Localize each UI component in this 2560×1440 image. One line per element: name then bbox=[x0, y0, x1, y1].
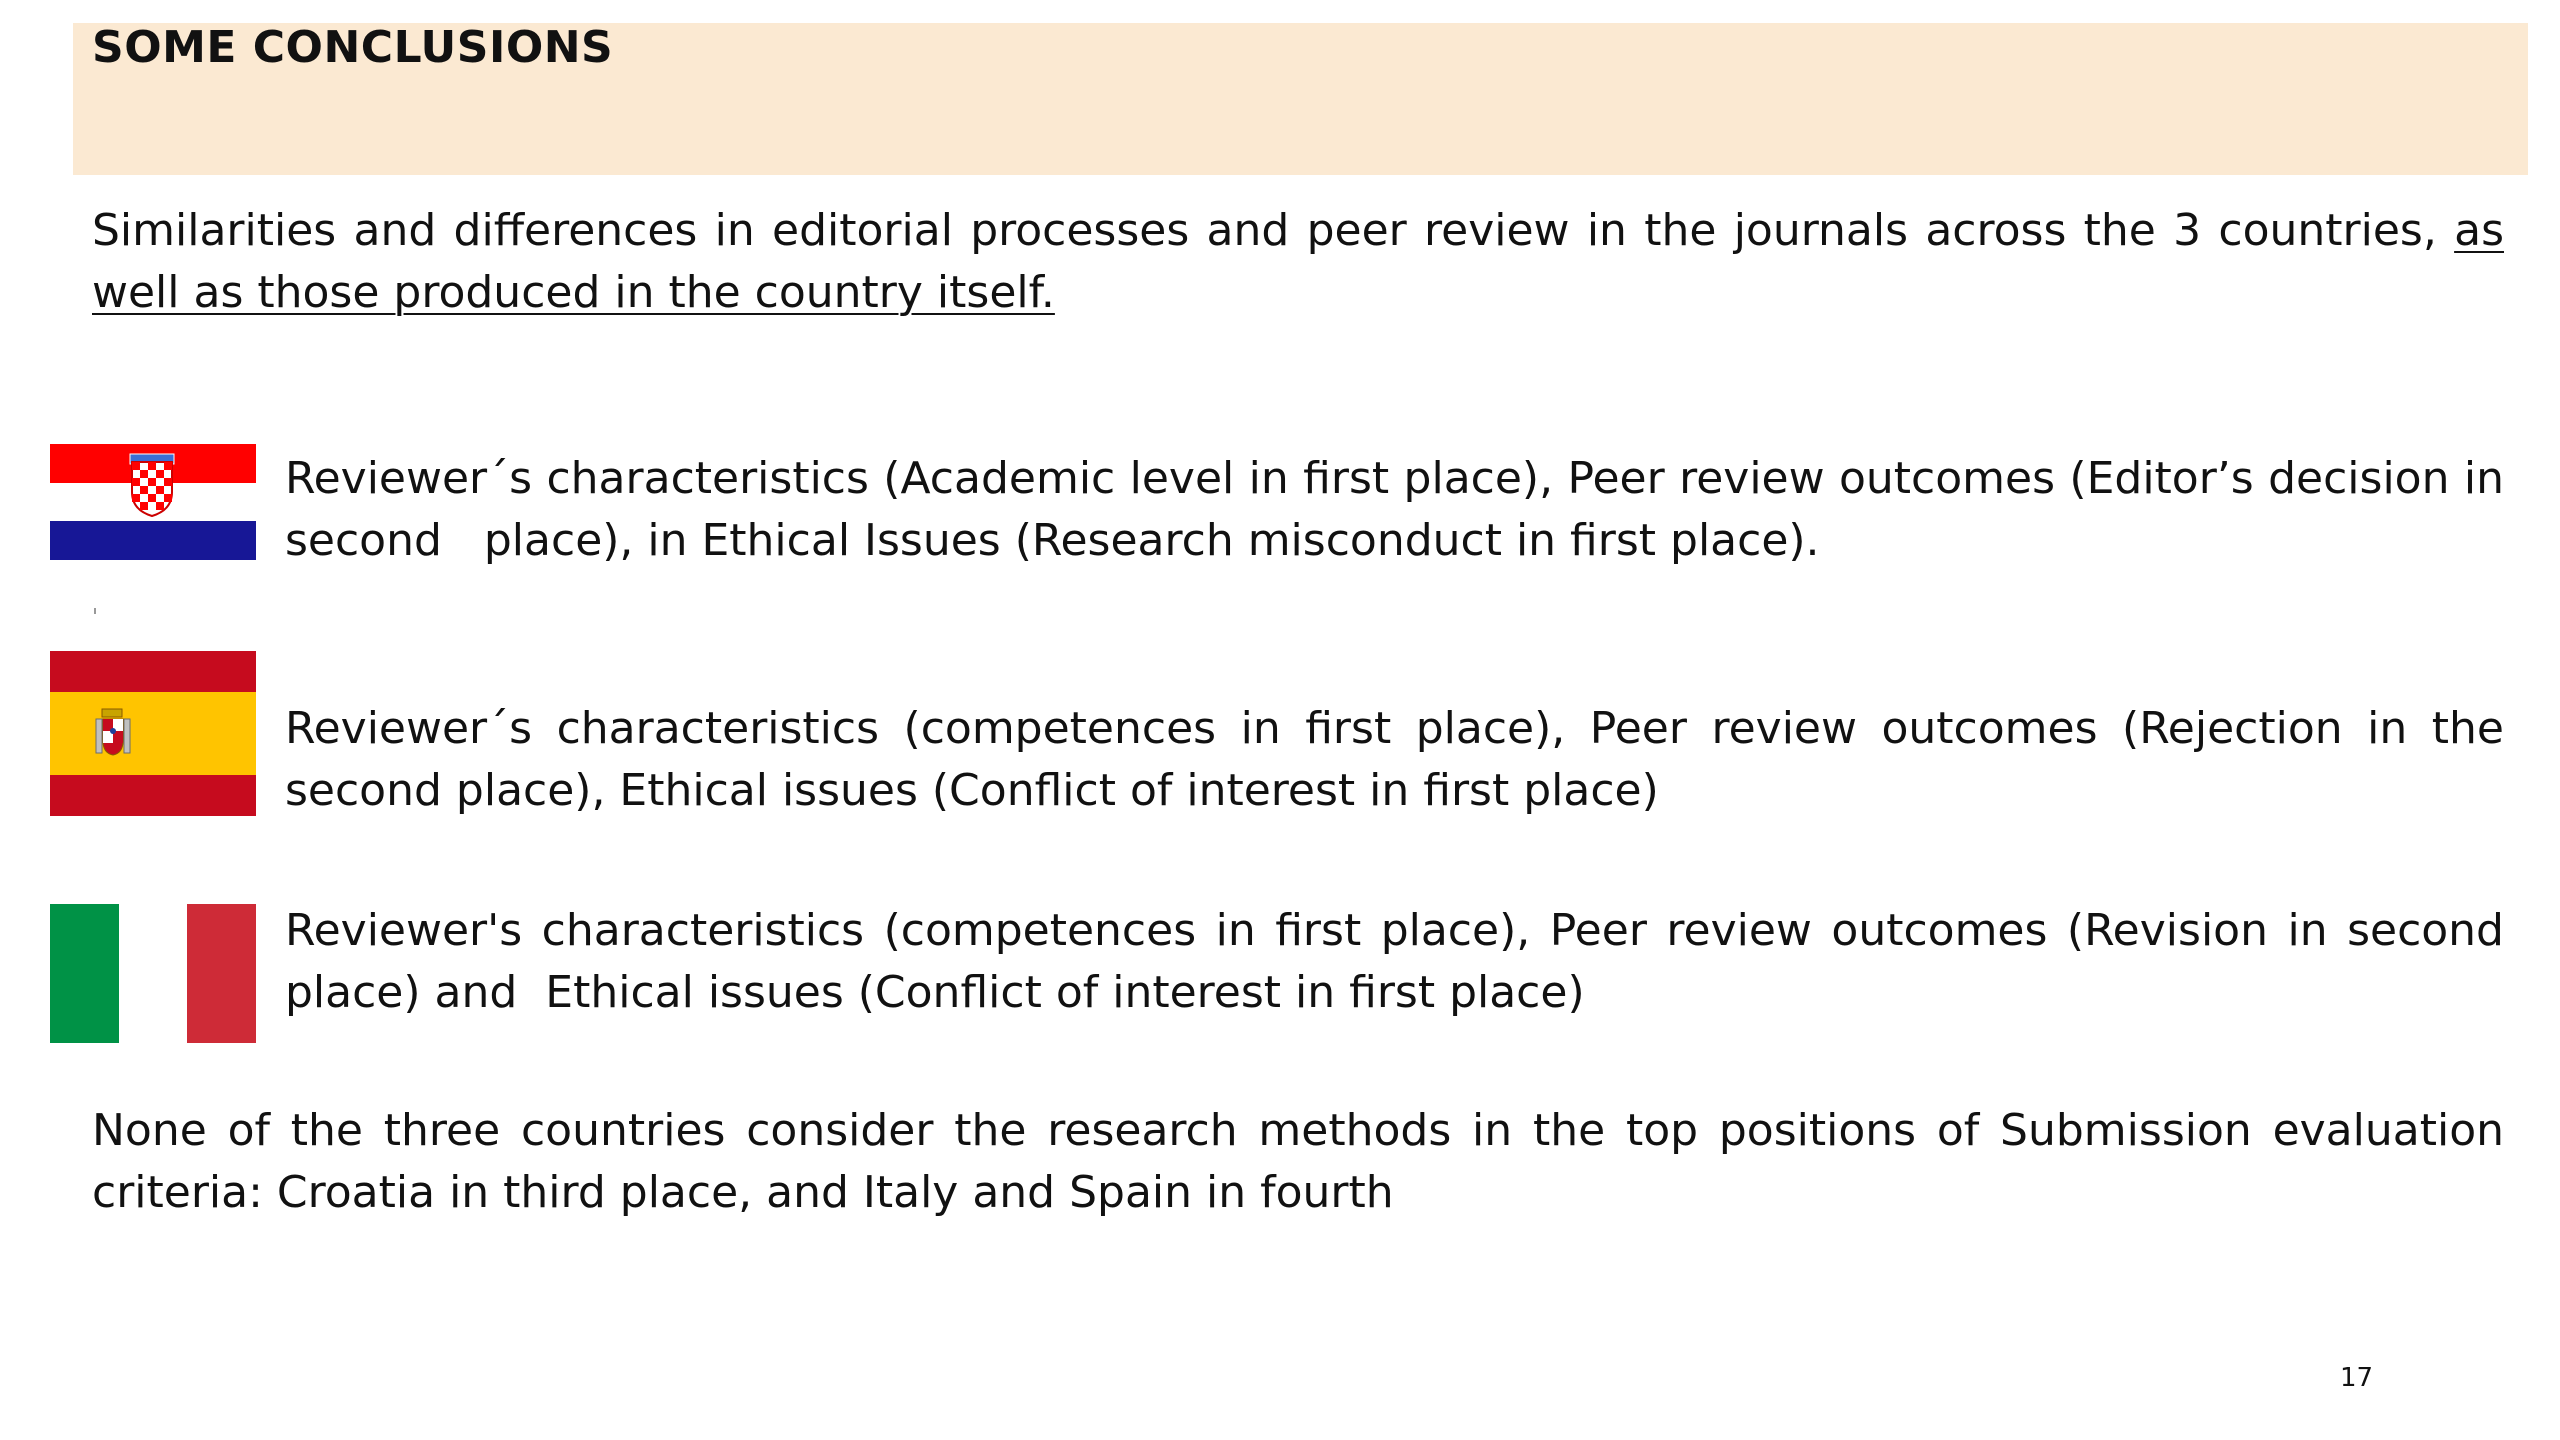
closing-paragraph: None of the three countries consider the research methods in the top positions of Submission evaluation criteria: Croatia in third place, and Italy and Spain in fourth bbox=[92, 1105, 2504, 1218]
speck-mark bbox=[94, 608, 96, 614]
spain-conclusion: Reviewer´s characteristics (competences in first place), Peer review outcomes (Rejection in the second place), Ethical issues (Conflict of interest in first place) bbox=[285, 703, 2504, 816]
spain-flag-icon bbox=[50, 651, 256, 816]
italy-flag-icon bbox=[50, 904, 256, 1043]
slide-title: SOME CONCLUSIONS bbox=[92, 22, 614, 73]
italy-conclusion: Reviewer's characteristics (competences in first place), Peer review outcomes (Revision in second place) and Ethical issues (Conflict of interest in first place) bbox=[285, 905, 2504, 1018]
intro-underlined-text: as well as those produced in the country itself. bbox=[92, 205, 2504, 318]
page-number: 17 bbox=[2340, 1363, 2374, 1393]
intro-text: Similarities and differences in editorial processes and peer review in the journals across the 3 countries, bbox=[92, 205, 2455, 256]
croatia-conclusion: Reviewer´s characteristics (Academic level in first place), Peer review outcomes (Editor’s decision in second place), in Ethical Issues (Research misconduct in first place). bbox=[285, 453, 2504, 566]
croatia-flag-icon bbox=[50, 444, 256, 560]
intro-paragraph bbox=[92, 200, 2504, 324]
